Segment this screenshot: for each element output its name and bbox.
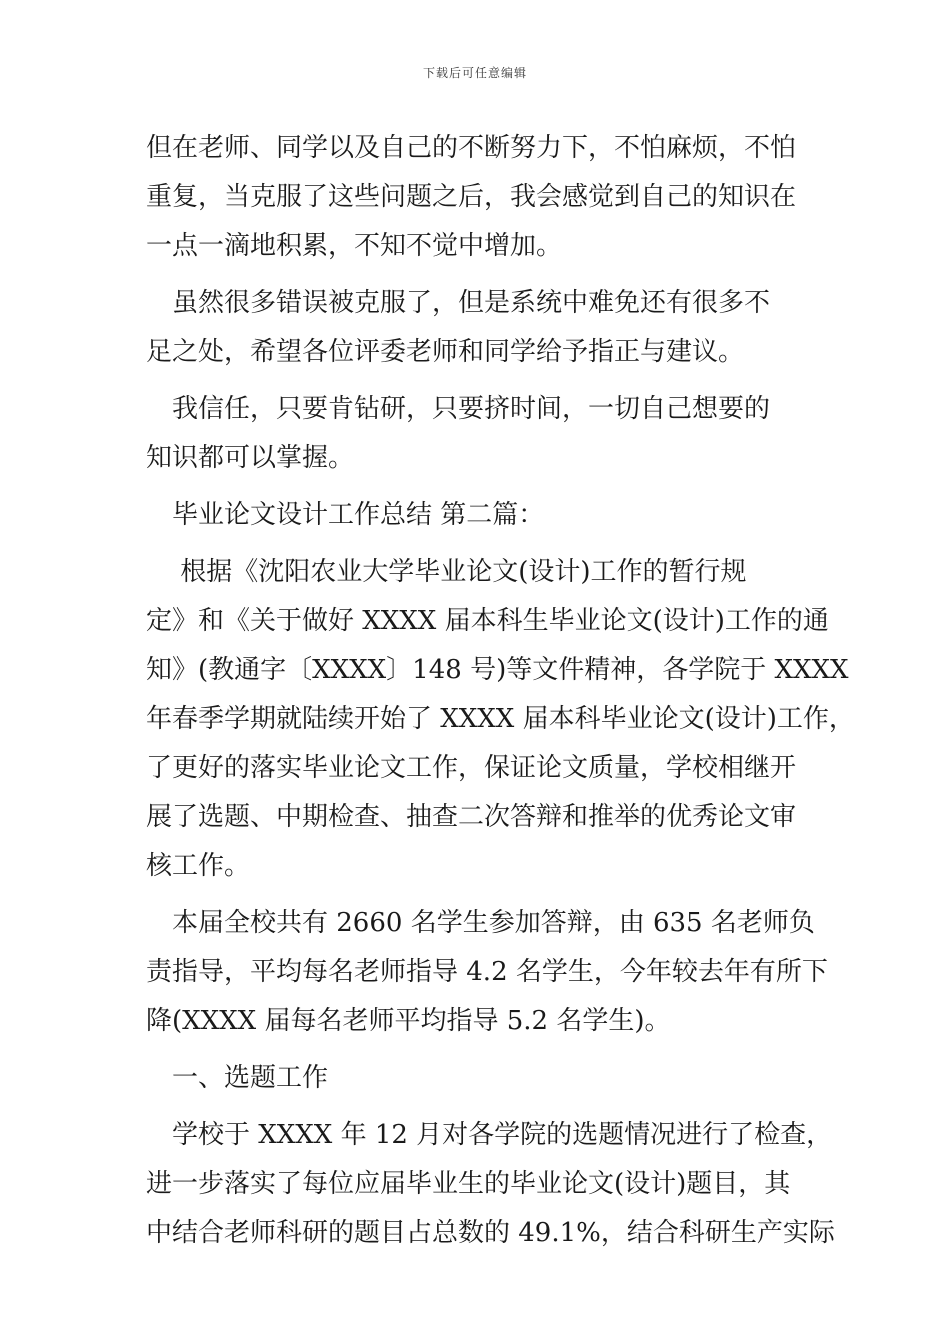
text-line: 年春季学期就陆续开始了 XXXX 届本科毕业论文(设计)工作，: [146, 704, 855, 734]
paragraph-5: [146, 548, 855, 891]
text-line: 中结合老师科研的题目占总数的 49.1%，结合科研生产实际: [146, 1218, 835, 1248]
text-line: 核工作。: [146, 851, 251, 881]
text-line: 进一步落实了每位应届毕业生的毕业论文(设计)题目，其: [146, 1169, 791, 1199]
text-line: 虽然很多错误被克服了，但是系统中难免还有很多不: [146, 288, 771, 318]
text-line: 降(XXXX 届每名老师平均指导 5.2 名学生)。: [146, 1006, 671, 1036]
paragraph-2: [146, 279, 816, 377]
text-line: 一点一滴地积累，不知不觉中增加。: [146, 231, 563, 261]
text-line: 知识都可以掌握。: [146, 443, 355, 473]
text-line: 知》(教通字〔XXXX〕148 号)等文件精神，各学院于 XXXX: [146, 655, 849, 685]
text-line: 根据《沈阳农业大学毕业论文(设计)工作的暂行规: [146, 557, 747, 587]
document-body: [146, 124, 855, 1258]
section-heading-topic-selection: [146, 1054, 816, 1103]
page-header: 下载后可任意编辑: [422, 66, 527, 80]
text-line: 学校于 XXXX 年 12 月对各学院的选题情况进行了检查，: [146, 1120, 833, 1150]
text-line: 本届全校共有 2660 名学生参加答辩，由 635 名老师负: [146, 908, 815, 938]
paragraph-3: [146, 385, 816, 483]
text-line: 了更好的落实毕业论文工作，保证论文质量，学校相继开: [146, 753, 797, 783]
text-line: 一、选题工作: [146, 1063, 329, 1093]
text-line: 责指导，平均每名老师指导 4.2 名学生，今年较去年有所下: [146, 957, 828, 987]
paragraph-6: [146, 899, 828, 1046]
text-line: 但在老师、同学以及自己的不断努力下，不怕麻烦，不怕: [146, 133, 797, 163]
text-line: 重复，当克服了这些问题之后，我会感觉到自己的知识在: [146, 182, 797, 212]
section-heading-second-part: [146, 491, 816, 540]
paragraph-1: [146, 124, 816, 271]
text-line: 我信任，只要肯钻研，只要挤时间，一切自己想要的: [146, 394, 771, 424]
paragraph-8: [146, 1111, 835, 1258]
text-line: 足之处，希望各位评委老师和同学给予指正与建议。: [146, 337, 745, 367]
text-line: 展了选题、中期检查、抽查二次答辩和推举的优秀论文审: [146, 802, 797, 832]
text-line: 定》和《关于做好 XXXX 届本科生毕业论文(设计)工作的通: [146, 606, 829, 636]
text-line: 毕业论文设计工作总结 第二篇：: [146, 500, 545, 530]
